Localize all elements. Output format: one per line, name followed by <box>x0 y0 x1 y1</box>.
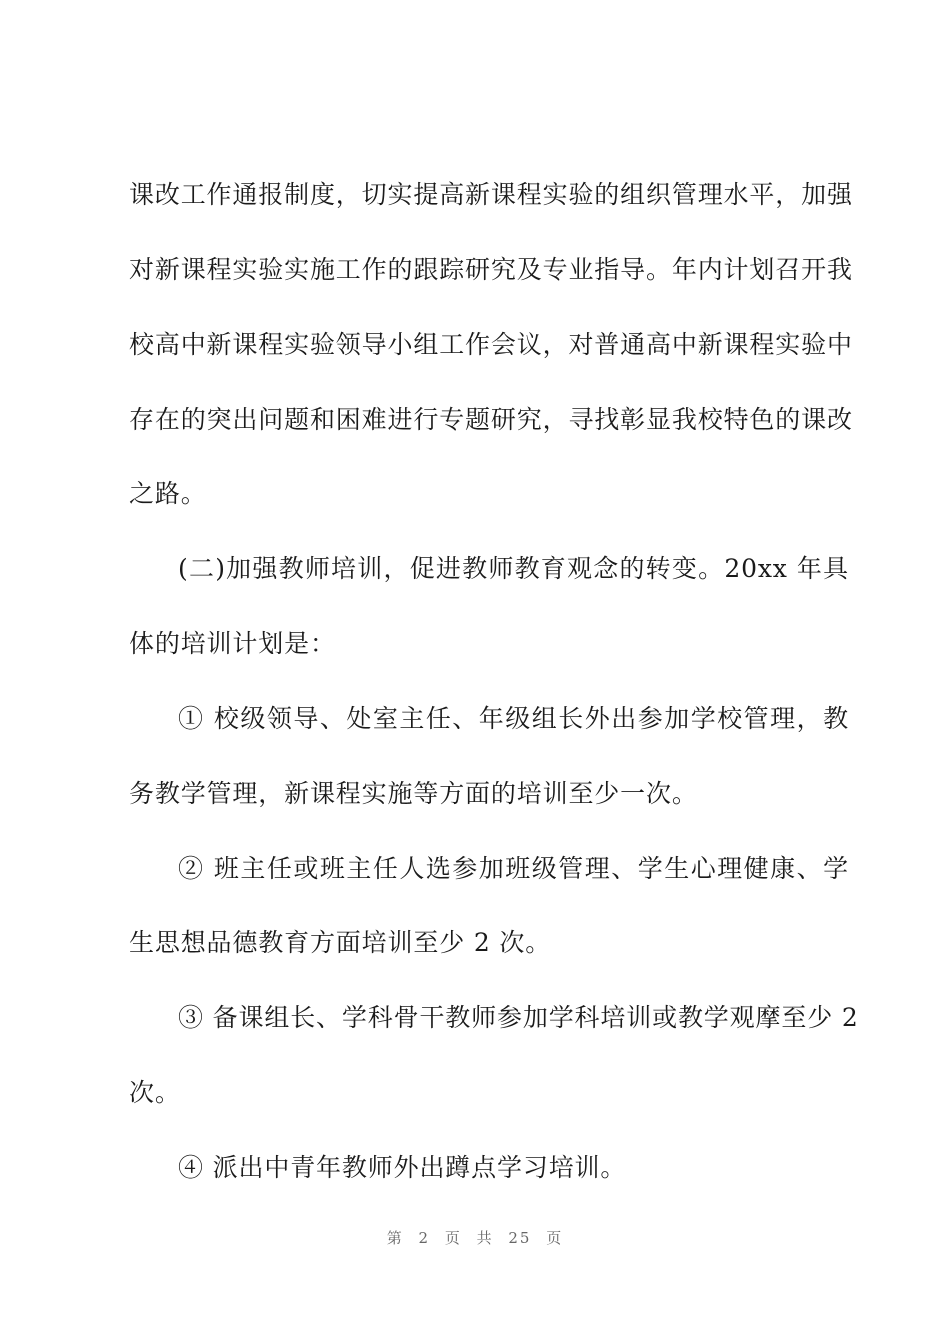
list-item-line: 务教学管理，新课程实施等方面的培训至少一次。 <box>129 779 698 808</box>
list-item-line: ② 班主任或班主任人选参加班级管理、学生心理健康、学 <box>178 854 849 883</box>
list-item-line: ① 校级领导、处室主任、年级组长外出参加学校管理，教 <box>178 704 849 733</box>
page-number-footer: 第 2 页 共 25 页 <box>386 1229 564 1247</box>
paragraph-line: 之路。 <box>129 479 207 508</box>
paragraph-line: 对新课程实验实施工作的跟踪研究及专业指导。年内计划召开我 <box>129 255 853 284</box>
list-item-line: 生思想品德教育方面培训至少 2 次。 <box>129 928 552 957</box>
list-item-line: 次。 <box>129 1078 181 1107</box>
paragraph-line: 存在的突出问题和困难进行专题研究，寻找彰显我校特色的课改 <box>129 405 853 434</box>
paragraph-line: 校高中新课程实验领导小组工作会议，对普通高中新课程实验中 <box>129 330 853 359</box>
list-item-line: ④ 派出中青年教师外出蹲点学习培训。 <box>178 1153 627 1182</box>
paragraph-line: 体的培训计划是： <box>129 629 336 658</box>
list-item-line: ③ 备课组长、学科骨干教师参加学科培训或教学观摩至少 2 <box>178 1003 859 1032</box>
paragraph-line: (二)加强教师培训，促进教师教育观念的转变。20xx 年具 <box>178 554 849 583</box>
paragraph-line: 课改工作通报制度，切实提高新课程实验的组织管理水平，加强 <box>129 180 853 209</box>
